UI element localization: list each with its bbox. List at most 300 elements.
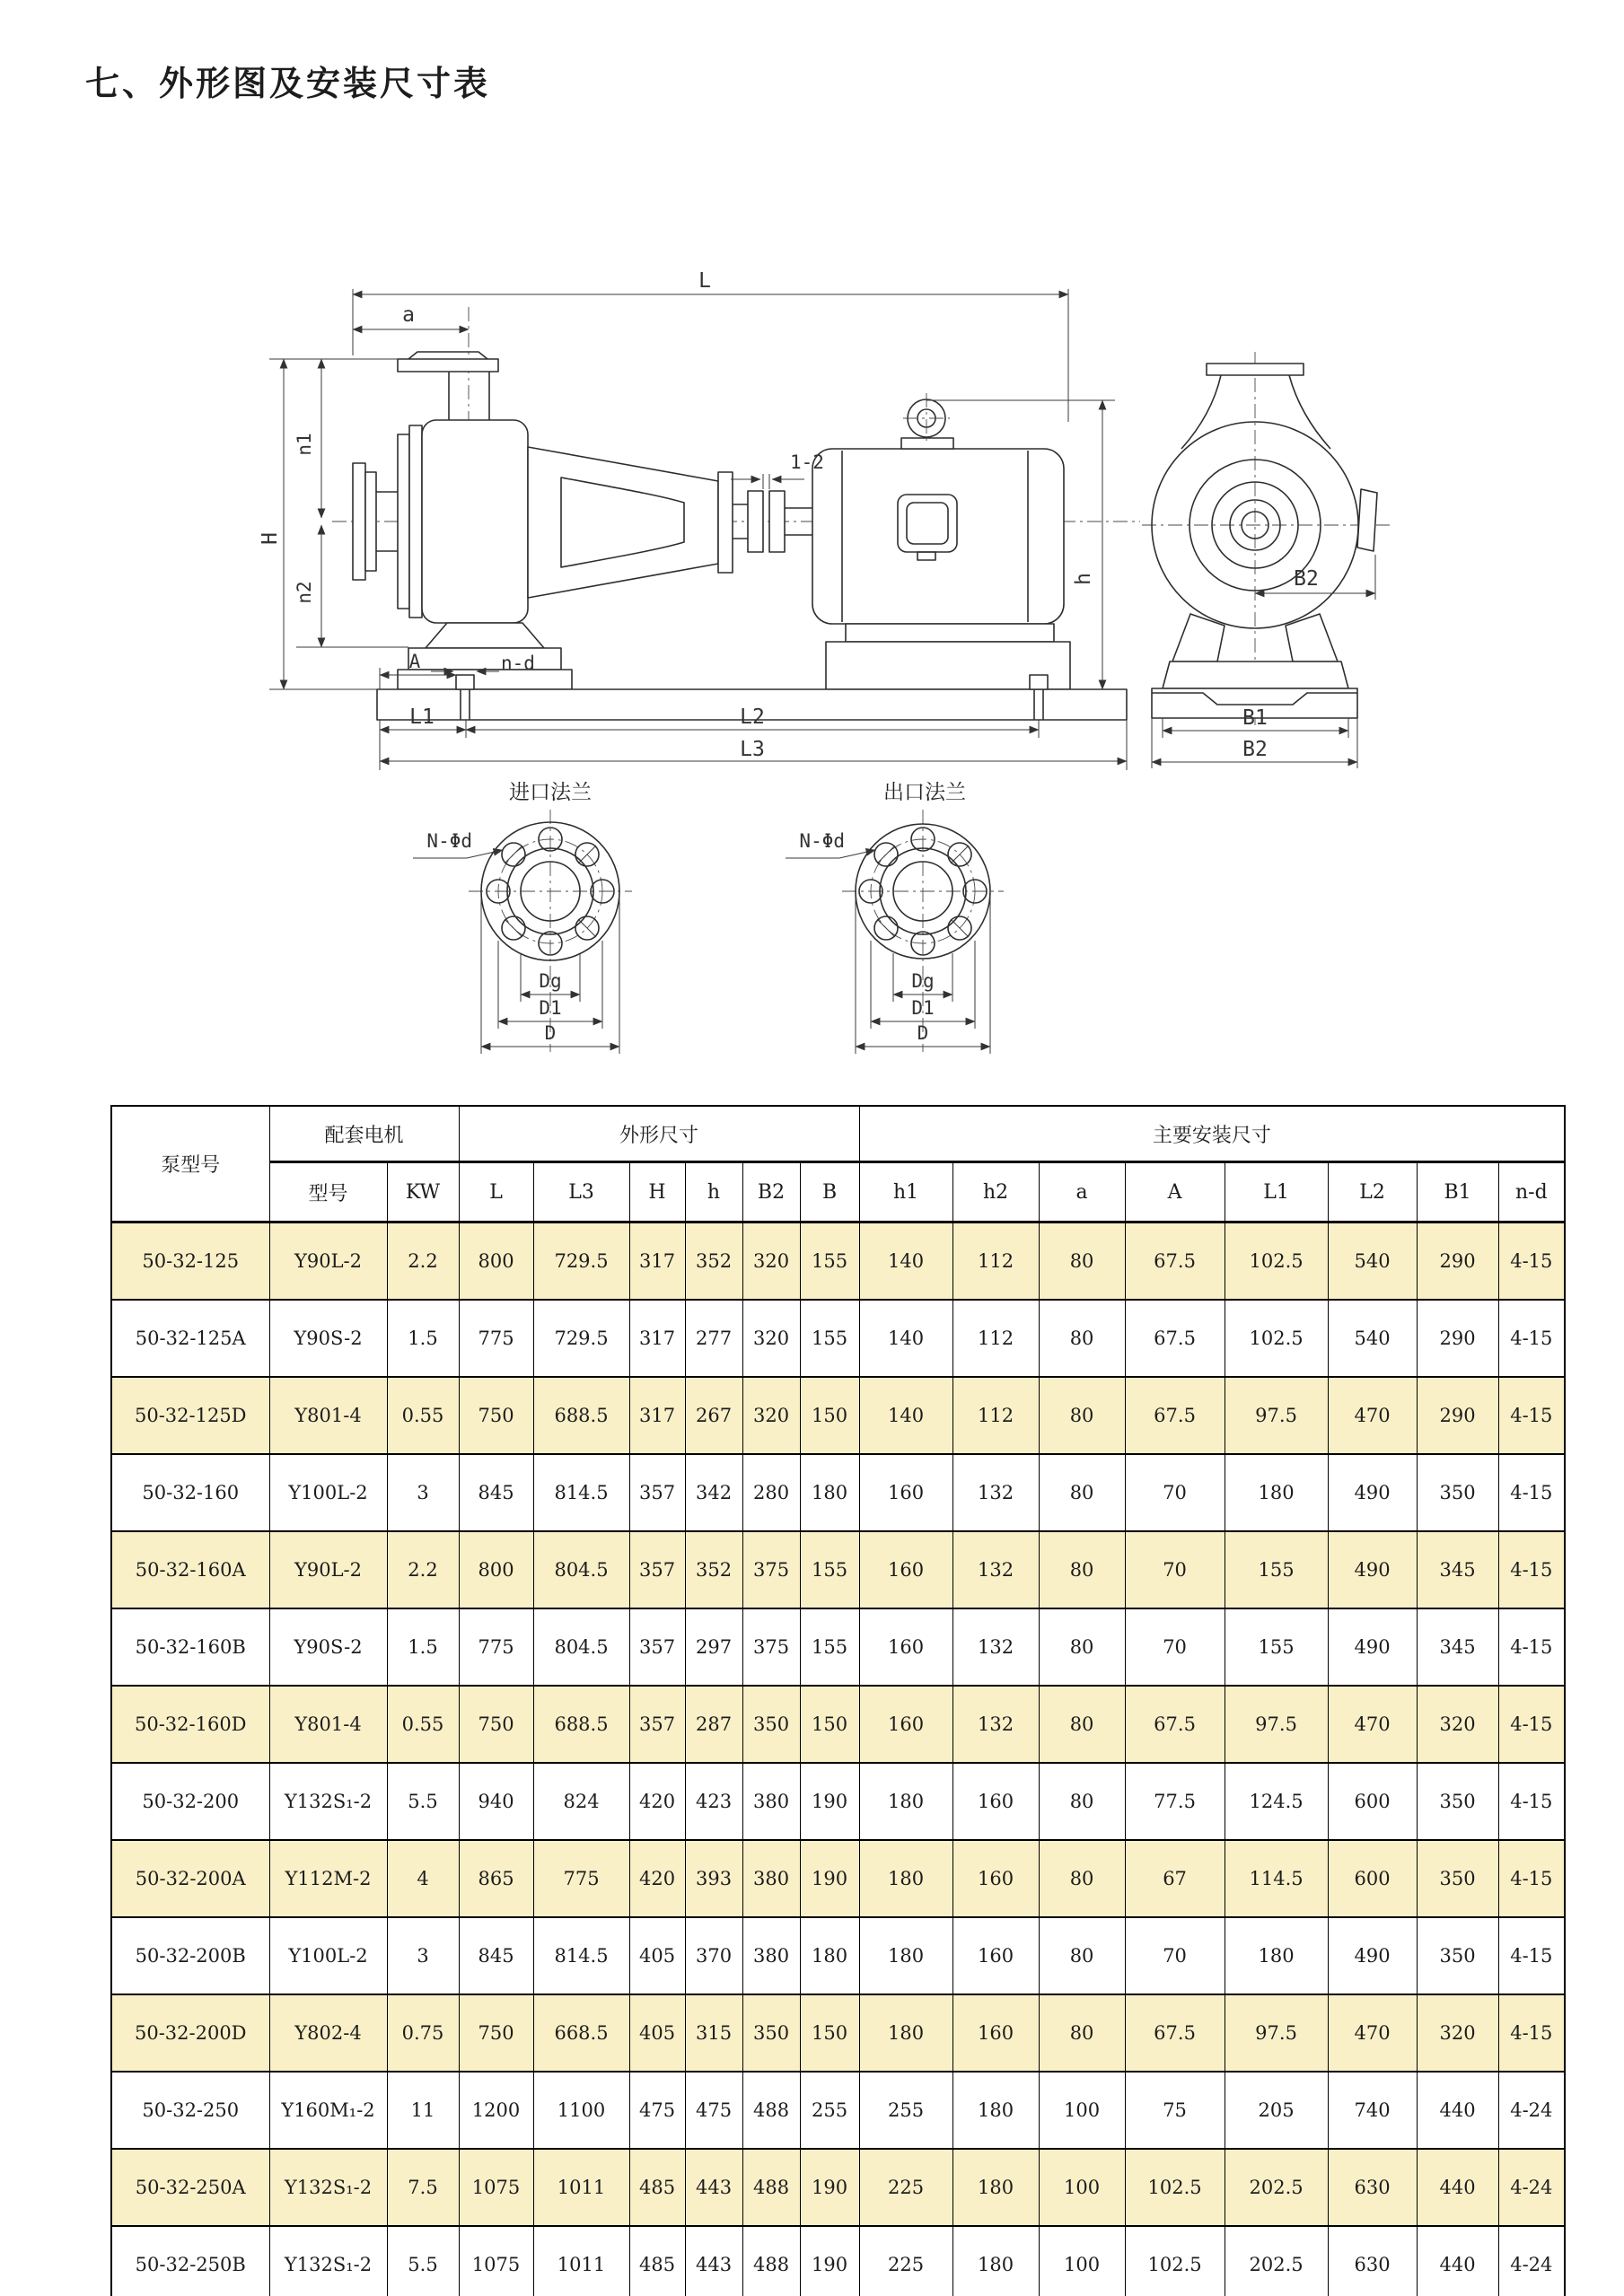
cell: 865	[459, 1840, 533, 1917]
cell: 50-32-160B	[111, 1608, 269, 1686]
cell: 102.5	[1125, 2226, 1225, 2296]
cell: 688.5	[533, 1377, 629, 1454]
table-row	[111, 1300, 1565, 1377]
cell: 600	[1328, 1763, 1417, 1840]
cell: 150	[800, 1377, 859, 1454]
cell: 80	[1039, 1686, 1125, 1763]
cell: 7.5	[387, 2149, 459, 2226]
cell: 3	[387, 1917, 459, 1994]
dim-L3: L3	[740, 738, 765, 761]
table-row	[111, 1763, 1565, 1840]
cell: 940	[459, 1763, 533, 1840]
cell: 267	[685, 1377, 742, 1454]
cell: 1200	[459, 2072, 533, 2149]
inlet-flange-drawing	[413, 781, 632, 1054]
cell: 488	[742, 2149, 800, 2226]
cell: 190	[800, 2149, 859, 2226]
cell: 140	[859, 1300, 952, 1377]
cell: 100	[1039, 2149, 1125, 2226]
cell: 845	[459, 1454, 533, 1531]
cell: 320	[742, 1222, 800, 1301]
cell: 80	[1039, 1454, 1125, 1531]
cell: 475	[629, 2072, 685, 2149]
cell: 375	[742, 1608, 800, 1686]
table-row	[111, 1917, 1565, 1994]
cell: 67.5	[1125, 1222, 1225, 1301]
cell: 4-15	[1498, 1377, 1565, 1454]
cell: Y802-4	[269, 1994, 387, 2072]
dim-A: A	[408, 651, 421, 672]
header-col-B1: B1	[1417, 1162, 1498, 1222]
dimension-table	[110, 1105, 1566, 2296]
cell: 775	[459, 1300, 533, 1377]
cell: 804.5	[533, 1531, 629, 1608]
cell: 475	[685, 2072, 742, 2149]
cell: 160	[952, 1994, 1039, 2072]
cell: 80	[1039, 1531, 1125, 1608]
outlet-flange-title: 出口法兰	[883, 781, 966, 803]
cell: 75	[1125, 2072, 1225, 2149]
cell: 50-32-200	[111, 1763, 269, 1840]
cell: 112	[952, 1300, 1039, 1377]
cell: 205	[1225, 2072, 1328, 2149]
cell: 800	[459, 1222, 533, 1301]
cell: 350	[742, 1686, 800, 1763]
cell: 342	[685, 1454, 742, 1531]
cell: 132	[952, 1686, 1039, 1763]
cell: 4-15	[1498, 1686, 1565, 1763]
dim-B1: B1	[1242, 706, 1268, 730]
header-col-h: h	[685, 1162, 742, 1222]
cell: 750	[459, 1994, 533, 2072]
cell: 77.5	[1125, 1763, 1225, 1840]
cell: 50-32-125	[111, 1222, 269, 1301]
cell: 160	[859, 1686, 952, 1763]
inlet-bolt-callout: N-Φd	[426, 830, 472, 852]
cell: 180	[1225, 1917, 1328, 1994]
cell: 4-15	[1498, 1222, 1565, 1301]
cell: 140	[859, 1222, 952, 1301]
pump-end-view	[1142, 352, 1390, 768]
cell: 11	[387, 2072, 459, 2149]
cell: 345	[1417, 1608, 1498, 1686]
cell: 2.2	[387, 1531, 459, 1608]
cell: 67.5	[1125, 1994, 1225, 2072]
cell: 814.5	[533, 1454, 629, 1531]
cell: 50-32-125A	[111, 1300, 269, 1377]
outlet-bolt-callout: N-Φd	[799, 830, 845, 852]
cell: 80	[1039, 1377, 1125, 1454]
cell: 668.5	[533, 1994, 629, 2072]
cell: Y132S₁-2	[269, 2149, 387, 2226]
cell: 297	[685, 1608, 742, 1686]
cell: 50-32-200B	[111, 1917, 269, 1994]
header-col-a: a	[1039, 1162, 1125, 1222]
cell: 350	[1417, 1917, 1498, 1994]
cell: 102.5	[1225, 1222, 1328, 1301]
cell: 315	[685, 1994, 742, 2072]
cell: 470	[1328, 1377, 1417, 1454]
table-row	[111, 1454, 1565, 1531]
cell: 202.5	[1225, 2149, 1328, 2226]
cell: 380	[742, 1763, 800, 1840]
cell: 155	[1225, 1531, 1328, 1608]
cell: 4-24	[1498, 2226, 1565, 2296]
cell: Y801-4	[269, 1686, 387, 1763]
table-row	[111, 1608, 1565, 1686]
header-col-h1: h1	[859, 1162, 952, 1222]
dim-L1: L1	[409, 705, 435, 729]
cell: 225	[859, 2226, 952, 2296]
cell: 370	[685, 1917, 742, 1994]
cell: 1075	[459, 2149, 533, 2226]
cell: 824	[533, 1763, 629, 1840]
header-pump-model: 泵型号	[111, 1106, 269, 1222]
dim-H: H	[259, 532, 282, 545]
cell: Y100L-2	[269, 1917, 387, 1994]
cell: 50-32-200D	[111, 1994, 269, 2072]
cell: 97.5	[1225, 1377, 1328, 1454]
cell: 80	[1039, 1994, 1125, 2072]
cell: 380	[742, 1917, 800, 1994]
cell: 5.5	[387, 1763, 459, 1840]
outlet-dim-D1: D1	[911, 997, 935, 1019]
cell: 320	[1417, 1686, 1498, 1763]
header-col-B2: B2	[742, 1162, 800, 1222]
cell: 317	[629, 1377, 685, 1454]
outlet-flange-drawing	[786, 781, 1004, 1054]
cell: 0.75	[387, 1994, 459, 2072]
cell: 132	[952, 1608, 1039, 1686]
cell: 280	[742, 1454, 800, 1531]
cell: 180	[859, 1917, 952, 1994]
cell: 225	[859, 2149, 952, 2226]
cell: 80	[1039, 1840, 1125, 1917]
cell: 470	[1328, 1686, 1417, 1763]
cell: 804.5	[533, 1608, 629, 1686]
cell: 67.5	[1125, 1377, 1225, 1454]
cell: 350	[1417, 1454, 1498, 1531]
table-row	[111, 1840, 1565, 1917]
cell: 443	[685, 2149, 742, 2226]
cell: 357	[629, 1531, 685, 1608]
cell: 357	[629, 1608, 685, 1686]
cell: 4-15	[1498, 1994, 1565, 2072]
cell: 0.55	[387, 1377, 459, 1454]
cell: 440	[1417, 2149, 1498, 2226]
cell: 2.2	[387, 1222, 459, 1301]
cell: 180	[859, 1763, 952, 1840]
cell: 50-32-125D	[111, 1377, 269, 1454]
cell: Y132S₁-2	[269, 2226, 387, 2296]
cell: 420	[629, 1840, 685, 1917]
cell: 180	[952, 2072, 1039, 2149]
cell: 190	[800, 1840, 859, 1917]
cell: 50-32-160	[111, 1454, 269, 1531]
dim-coupling-gap: 1-2	[790, 451, 824, 473]
cell: 50-32-250	[111, 2072, 269, 2149]
cell: 4-24	[1498, 2072, 1565, 2149]
cell: 5.5	[387, 2226, 459, 2296]
cell: 729.5	[533, 1300, 629, 1377]
cell: 405	[629, 1917, 685, 1994]
cell: 317	[629, 1300, 685, 1377]
cell: 67.5	[1125, 1300, 1225, 1377]
cell: 320	[742, 1300, 800, 1377]
cell: 114.5	[1225, 1840, 1328, 1917]
cell: 70	[1125, 1531, 1225, 1608]
inlet-flange-title: 进口法兰	[509, 781, 592, 803]
cell: 190	[800, 2226, 859, 2296]
cell: 100	[1039, 2226, 1125, 2296]
cell: 160	[952, 1917, 1039, 1994]
cell: 97.5	[1225, 1994, 1328, 2072]
cell: 470	[1328, 1994, 1417, 2072]
cell: 440	[1417, 2226, 1498, 2296]
cell: 4-24	[1498, 2149, 1565, 2226]
cell: 350	[1417, 1840, 1498, 1917]
cell: 380	[742, 1840, 800, 1917]
cell: 443	[685, 2226, 742, 2296]
outlet-dim-D: D	[917, 1022, 929, 1044]
cell: 80	[1039, 1300, 1125, 1377]
header-motor-group: 配套电机	[269, 1106, 459, 1162]
header-col-A: A	[1125, 1162, 1225, 1222]
cell: 320	[742, 1377, 800, 1454]
dim-a: a	[402, 303, 415, 327]
cell: 190	[800, 1763, 859, 1840]
header-col-L2: L2	[1328, 1162, 1417, 1222]
table-row	[111, 2226, 1565, 2296]
cell: Y100L-2	[269, 1454, 387, 1531]
table-row	[111, 1994, 1565, 2072]
cell: 102.5	[1125, 2149, 1225, 2226]
cell: 50-32-160A	[111, 1531, 269, 1608]
cell: 490	[1328, 1608, 1417, 1686]
dim-n1: n1	[294, 433, 315, 456]
cell: 775	[533, 1840, 629, 1917]
cell: 67.5	[1125, 1686, 1225, 1763]
cell: 67	[1125, 1840, 1225, 1917]
cell: 814.5	[533, 1917, 629, 1994]
cell: 255	[859, 2072, 952, 2149]
cell: 1011	[533, 2149, 629, 2226]
cell: 70	[1125, 1608, 1225, 1686]
cell: Y112M-2	[269, 1840, 387, 1917]
inlet-dim-D1: D1	[539, 997, 562, 1019]
cell: 540	[1328, 1222, 1417, 1301]
header-motor-model: 型号	[269, 1162, 387, 1222]
cell: 775	[459, 1608, 533, 1686]
cell: 4-15	[1498, 1454, 1565, 1531]
cell: Y90L-2	[269, 1222, 387, 1301]
cell: 100	[1039, 2072, 1125, 2149]
cell: Y801-4	[269, 1377, 387, 1454]
table-row	[111, 1686, 1565, 1763]
cell: 97.5	[1225, 1686, 1328, 1763]
cell: 600	[1328, 1840, 1417, 1917]
cell: 155	[800, 1222, 859, 1301]
cell: 0.55	[387, 1686, 459, 1763]
header-col-H: H	[629, 1162, 685, 1222]
pump-side-view	[332, 307, 1140, 720]
cell: 180	[859, 1840, 952, 1917]
cell: 729.5	[533, 1222, 629, 1301]
cell: 80	[1039, 1917, 1125, 1994]
cell: 393	[685, 1840, 742, 1917]
cell: 4-15	[1498, 1840, 1565, 1917]
header-col-n-d: n-d	[1498, 1162, 1565, 1222]
cell: 4-15	[1498, 1763, 1565, 1840]
cell: 4-15	[1498, 1608, 1565, 1686]
cell: 140	[859, 1377, 952, 1454]
cell: 102.5	[1225, 1300, 1328, 1377]
cell: 540	[1328, 1300, 1417, 1377]
cell: 202.5	[1225, 2226, 1328, 2296]
cell: 490	[1328, 1454, 1417, 1531]
header-col-L1: L1	[1225, 1162, 1328, 1222]
cell: 50-32-250B	[111, 2226, 269, 2296]
cell: 352	[685, 1531, 742, 1608]
cell: 70	[1125, 1917, 1225, 1994]
table-row	[111, 1222, 1565, 1301]
cell: 155	[800, 1531, 859, 1608]
cell: 350	[742, 1994, 800, 2072]
dim-L: L	[698, 269, 711, 293]
cell: 290	[1417, 1377, 1498, 1454]
inlet-dim-D: D	[544, 1022, 557, 1044]
table-row	[111, 2072, 1565, 2149]
cell: 485	[629, 2149, 685, 2226]
table-body	[111, 1222, 1565, 2296]
cell: 150	[800, 1686, 859, 1763]
table-row	[111, 1377, 1565, 1454]
header-col-L: L	[459, 1162, 533, 1222]
cell: 155	[800, 1300, 859, 1377]
cell: 800	[459, 1531, 533, 1608]
cell: 287	[685, 1686, 742, 1763]
cell: 150	[800, 1994, 859, 2072]
cell: 160	[859, 1608, 952, 1686]
header-col-B: B	[800, 1162, 859, 1222]
cell: 112	[952, 1377, 1039, 1454]
cell: 423	[685, 1763, 742, 1840]
cell: 488	[742, 2072, 800, 2149]
cell: Y90S-2	[269, 1300, 387, 1377]
header-install-group: 主要安装尺寸	[859, 1106, 1565, 1162]
cell: Y90S-2	[269, 1608, 387, 1686]
cell: 1.5	[387, 1608, 459, 1686]
cell: 630	[1328, 2149, 1417, 2226]
cell: 350	[1417, 1763, 1498, 1840]
cell: 80	[1039, 1222, 1125, 1301]
cell: 4-15	[1498, 1531, 1565, 1608]
cell: 180	[1225, 1454, 1328, 1531]
cell: 688.5	[533, 1686, 629, 1763]
cell: 3	[387, 1454, 459, 1531]
cell: 357	[629, 1686, 685, 1763]
cell: 405	[629, 1994, 685, 2072]
cell: 375	[742, 1531, 800, 1608]
cell: 320	[1417, 1994, 1498, 2072]
dim-B2-side: B2	[1294, 567, 1319, 591]
cell: 352	[685, 1222, 742, 1301]
cell: 155	[1225, 1608, 1328, 1686]
header-col-L3: L3	[533, 1162, 629, 1222]
cell: 1100	[533, 2072, 629, 2149]
dim-n2: n2	[294, 581, 315, 604]
cell: Y90L-2	[269, 1531, 387, 1608]
dim-L2: L2	[740, 705, 765, 729]
header-dims-group: 外形尺寸	[459, 1106, 859, 1162]
cell: 1075	[459, 2226, 533, 2296]
cell: 290	[1417, 1222, 1498, 1301]
header-motor-kw: KW	[387, 1162, 459, 1222]
cell: 80	[1039, 1608, 1125, 1686]
cell: 50-32-160D	[111, 1686, 269, 1763]
table-row	[111, 1531, 1565, 1608]
dim-n-d: n-d	[501, 653, 535, 674]
cell: 160	[952, 1763, 1039, 1840]
cell: 490	[1328, 1917, 1417, 1994]
cell: 70	[1125, 1454, 1225, 1531]
cell: 160	[859, 1531, 952, 1608]
cell: 132	[952, 1454, 1039, 1531]
cell: 420	[629, 1763, 685, 1840]
cell: 485	[629, 2226, 685, 2296]
cell: 630	[1328, 2226, 1417, 2296]
cell: 155	[800, 1608, 859, 1686]
inlet-dim-Dg: Dg	[539, 970, 562, 992]
cell: 357	[629, 1454, 685, 1531]
cell: 50-32-250A	[111, 2149, 269, 2226]
dimension-table-wrapper	[110, 1105, 1564, 2296]
cell: 750	[459, 1686, 533, 1763]
outlet-dim-Dg: Dg	[911, 970, 935, 992]
dim-h: h	[1072, 573, 1095, 585]
dim-B2-base: B2	[1242, 738, 1268, 761]
cell: 180	[952, 2226, 1039, 2296]
cell: 845	[459, 1917, 533, 1994]
cell: 4-15	[1498, 1300, 1565, 1377]
cell: 317	[629, 1222, 685, 1301]
cell: 1011	[533, 2226, 629, 2296]
cell: 50-32-200A	[111, 1840, 269, 1917]
cell: 4	[387, 1840, 459, 1917]
cell: 277	[685, 1300, 742, 1377]
cell: 345	[1417, 1531, 1498, 1608]
cell: 490	[1328, 1531, 1417, 1608]
cell: 160	[859, 1454, 952, 1531]
cell: 124.5	[1225, 1763, 1328, 1840]
table-row	[111, 2149, 1565, 2226]
cell: 160	[952, 1840, 1039, 1917]
cell: 1.5	[387, 1300, 459, 1377]
cell: 180	[952, 2149, 1039, 2226]
cell: 750	[459, 1377, 533, 1454]
cell: 740	[1328, 2072, 1417, 2149]
cell: 80	[1039, 1763, 1125, 1840]
cell: 255	[800, 2072, 859, 2149]
header-col-h2: h2	[952, 1162, 1039, 1222]
cell: 290	[1417, 1300, 1498, 1377]
cell: 488	[742, 2226, 800, 2296]
cell: 180	[800, 1454, 859, 1531]
cell: 180	[859, 1994, 952, 2072]
cell: 112	[952, 1222, 1039, 1301]
cell: 4-15	[1498, 1917, 1565, 1994]
cell: 180	[800, 1917, 859, 1994]
